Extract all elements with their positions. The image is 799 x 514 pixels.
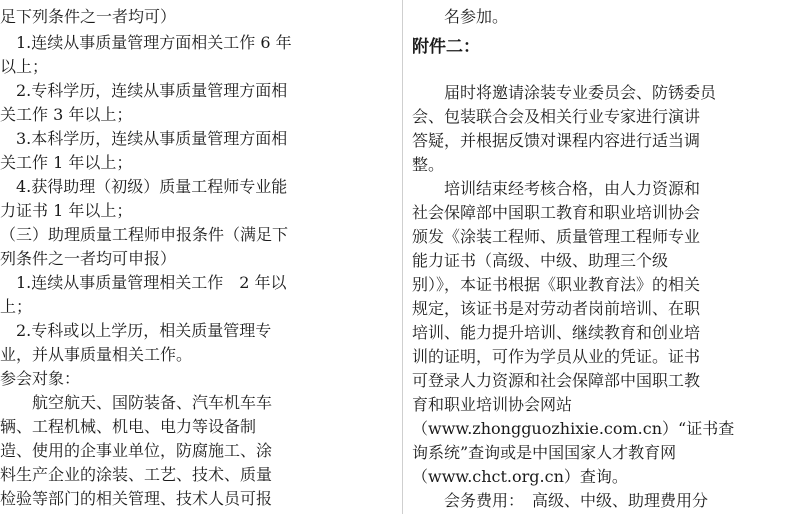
right-line: （www.zhongguozhixie.com.cn）“证书查 — [412, 419, 735, 438]
right-line: 整。 — [412, 155, 445, 174]
right-line: 培训、能力提升培训、继续教育和创业培 — [412, 323, 701, 342]
left-line: 2.专科学历，连续从事质量管理方面相 — [0, 81, 288, 100]
appendix-heading: 附件二： — [412, 37, 480, 57]
left-line: 检验等部门的相关管理、技术人员可报 — [0, 489, 273, 508]
left-line: 关工作 1 年以上； — [0, 153, 133, 172]
left-column — [0, 0, 392, 514]
right-line: 询系统”查询或是中国国家人才教育网 — [412, 443, 677, 462]
left-line: 料生产企业的涂装、工艺、技术、质量 — [0, 465, 273, 484]
left-line: 航空航天、国防装备、汽车机车车 — [0, 393, 273, 412]
right-line: 育和职业培训协会网站 — [412, 395, 573, 414]
left-line: 以上； — [0, 57, 49, 76]
right-line: 会、包装联合会及相关行业专家进行演讲 — [412, 107, 701, 126]
left-line: 1.连续从事质量管理方面相关工作 6 年 — [0, 33, 292, 52]
right-line: （www.chct.org.cn）查询。 — [412, 467, 628, 486]
right-line: 能力证书（高级、中级、助理三个级 — [412, 251, 669, 270]
left-line: 辆、工程机械、机电、电力等设备制 — [0, 417, 257, 436]
left-line: 3.本科学历，连续从事质量管理方面相 — [0, 129, 288, 148]
right-line: 颁发《涂装工程师、质量管理工程师专业 — [412, 227, 701, 246]
right-line: 训的证明，可作为学员从业的凭证。证书 — [412, 347, 701, 366]
left-line: 业，并从事质量相关工作。 — [0, 345, 193, 364]
column-divider — [402, 0, 403, 514]
left-line: 4.获得助理（初级）质量工程师专业能 — [0, 177, 288, 196]
right-line: 规定，该证书是对劳动者岗前培训、在职 — [412, 299, 701, 318]
right-line: 社会保障部中国职工教育和职业培训协会 — [412, 203, 701, 222]
right-line: 会务费用： 高级、中级、助理费用分 — [412, 491, 709, 510]
left-line: 上； — [0, 297, 33, 316]
left-line: 参会对象： — [0, 369, 81, 388]
right-line: 培训结束经考核合格，由人力资源和 — [412, 179, 701, 198]
right-column — [412, 0, 799, 514]
left-line: 足下列条件之一者均可） — [0, 7, 177, 26]
left-line: 造、使用的企事业单位，防腐施工、涂 — [0, 441, 273, 460]
right-line: 别）》，本证书根据《职业教育法》的相关 — [412, 275, 701, 294]
right-line: 可登录人力资源和社会保障部中国职工教 — [412, 371, 701, 390]
left-line: 力证书 1 年以上； — [0, 201, 133, 220]
left-line: 1.连续从事质量管理相关工作 2 年以 — [0, 273, 287, 292]
left-line: （三）助理质量工程师申报条件（满足下 — [0, 225, 289, 244]
right-line: 名参加。 — [412, 7, 509, 26]
left-line: 关工作 3 年以上； — [0, 105, 133, 124]
right-line: 届时将邀请涂装专业委员会、防锈委员 — [412, 83, 717, 102]
left-line: 列条件之一者均可申报） — [0, 249, 177, 268]
left-line: 2.专科或以上学历，相关质量管理专 — [0, 321, 272, 340]
right-line: 答疑，并根据反馈对课程内容进行适当调 — [412, 131, 701, 150]
